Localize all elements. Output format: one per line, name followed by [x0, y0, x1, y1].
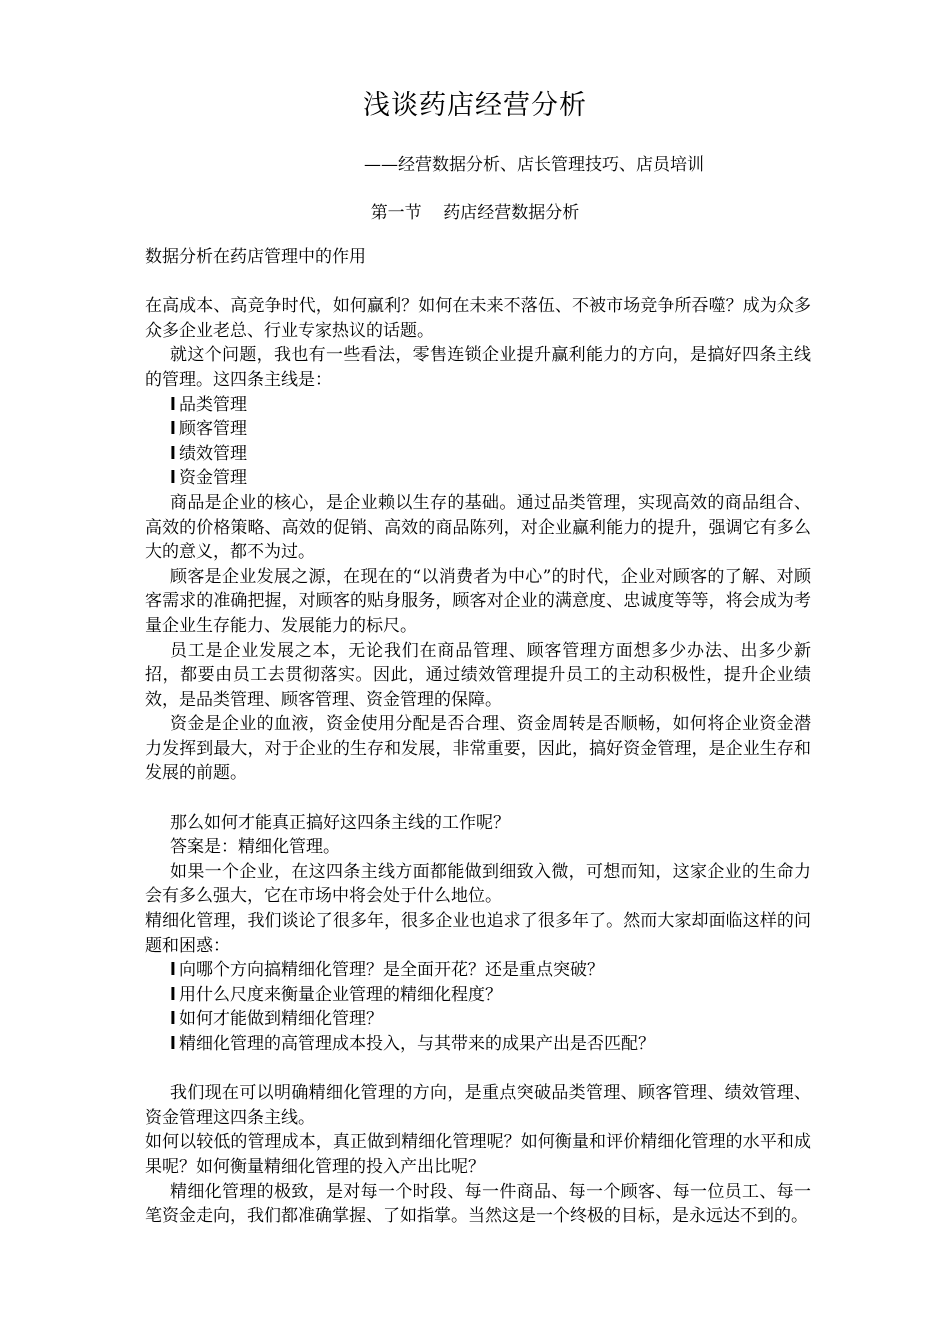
paragraph: 如果一个企业，在这四条主线方面都能做到细致入微，可想而知，这家企业的生命力会有多么强大，它在市场中将会处于什么地位。	[145, 861, 811, 907]
bullet-icon: l	[170, 419, 176, 440]
list-item	[145, 442, 811, 467]
bullet-icon: l	[170, 960, 176, 981]
paragraph: 商品是企业的核心，是企业赖以生存的基础。通过品类管理，实现高效的商品组合、高效的价格策略、高效的促销、高效的商品陈列，对企业赢利能力的提升，强调它有多么大的意义，都不为过。	[145, 492, 811, 563]
bullet-icon: l	[170, 984, 176, 1005]
paragraph: 我们现在可以明确精细化管理的方向，是重点突破品类管理、顾客管理、绩效管理、资金管理这四条主线。	[145, 1083, 811, 1128]
paragraph: 如何以较低的管理成本，真正做到精细化管理呢？如何衡量和评价精细化管理的水平和成果呢？如何衡量精细化管理的投入产出比呢？	[145, 1132, 811, 1177]
list-item	[145, 958, 811, 983]
list-item	[145, 466, 811, 491]
paragraph: 精细化管理，我们谈论了很多年，很多企业也追求了很多年了。然而大家却面临这样的问题和困惑：	[145, 911, 811, 956]
list-item	[145, 393, 811, 418]
paragraph: 精细化管理的极致，是对每一个时段、每一件商品、每一个顾客、每一位员工、每一笔资金走向，我们都准确掌握、了如指掌。当然这是一个终极的目标，是永远达不到的。	[145, 1181, 811, 1227]
section-title: 第一节 药店经营数据分析	[370, 203, 580, 223]
list-item	[145, 1032, 811, 1057]
list-item	[145, 1007, 811, 1032]
document-subtitle: ——经营数据分析、店长管理技巧、店员培训	[364, 155, 704, 175]
list-item-text: 绩效管理	[179, 443, 247, 464]
bullet-icon: l	[170, 394, 176, 415]
bullet-icon: l	[170, 1009, 176, 1030]
list-item-text: 资金管理	[179, 468, 247, 489]
document-title: 浅谈药店经营分析	[363, 90, 587, 121]
list-item-text: 向哪个方向搞精细化管理？是全面开花？还是重点突破？	[179, 960, 604, 981]
section-heading: 数据分析在药店管理中的作用	[145, 247, 366, 267]
paragraph: 顾客是企业发展之源，在现在的“以消费者为中心”的时代，企业对顾客的了解、对顾客需求的准确把握，对顾客的贴身服务，顾客对企业的满意度、忠诚度等等，将会成为考量企业生存能力、发展能力的标尺。	[145, 566, 811, 636]
paragraph: 答案是：精细化管理。	[170, 837, 340, 858]
bullet-icon: l	[170, 443, 176, 464]
paragraph-gap	[145, 786, 811, 811]
paragraph: 在高成本、高竞争时代，如何赢利？如何在未来不落伍、不被市场竞争所吞噬？成为众多众多企业老总、行业专家热议的话题。	[145, 296, 811, 341]
list-item	[145, 983, 811, 1008]
bullet-icon: l	[170, 468, 176, 489]
list-item-text: 品类管理	[179, 394, 247, 415]
paragraph: 员工是企业发展之本，无论我们在商品管理、顾客管理方面想多少办法、出多少新招，都要由员工去贯彻落实。因此，通过绩效管理提升员工的主动积极性，提升企业绩效，是品类管理、顾客管理、资金管理的保障。	[145, 640, 811, 710]
list-item-text: 用什么尺度来衡量企业管理的精细化程度？	[179, 984, 502, 1005]
paragraph: 就这个问题，我也有一些看法，零售连锁企业提升赢利能力的方向，是搞好四条主线的管理。这四条主线是：	[145, 345, 811, 390]
paragraph: 资金是企业的血液，资金使用分配是否合理、资金周转是否顺畅，如何将企业资金潜力发挥到最大，对于企业的生存和发展，非常重要，因此，搞好资金管理，是企业生存和发展的前题。	[145, 714, 811, 784]
list-item-text: 精细化管理的高管理成本投入，与其带来的成果产出是否匹配？	[179, 1034, 655, 1054]
paragraph-gap	[145, 1057, 811, 1082]
list-item	[145, 417, 811, 442]
paragraph: 那么如何才能真正搞好这四条主线的工作呢？	[170, 812, 510, 833]
document-body	[145, 245, 811, 1229]
bullet-icon: l	[170, 1034, 176, 1054]
list-item-text: 如何才能做到精细化管理？	[179, 1009, 383, 1030]
list-item-text: 顾客管理	[179, 419, 247, 440]
